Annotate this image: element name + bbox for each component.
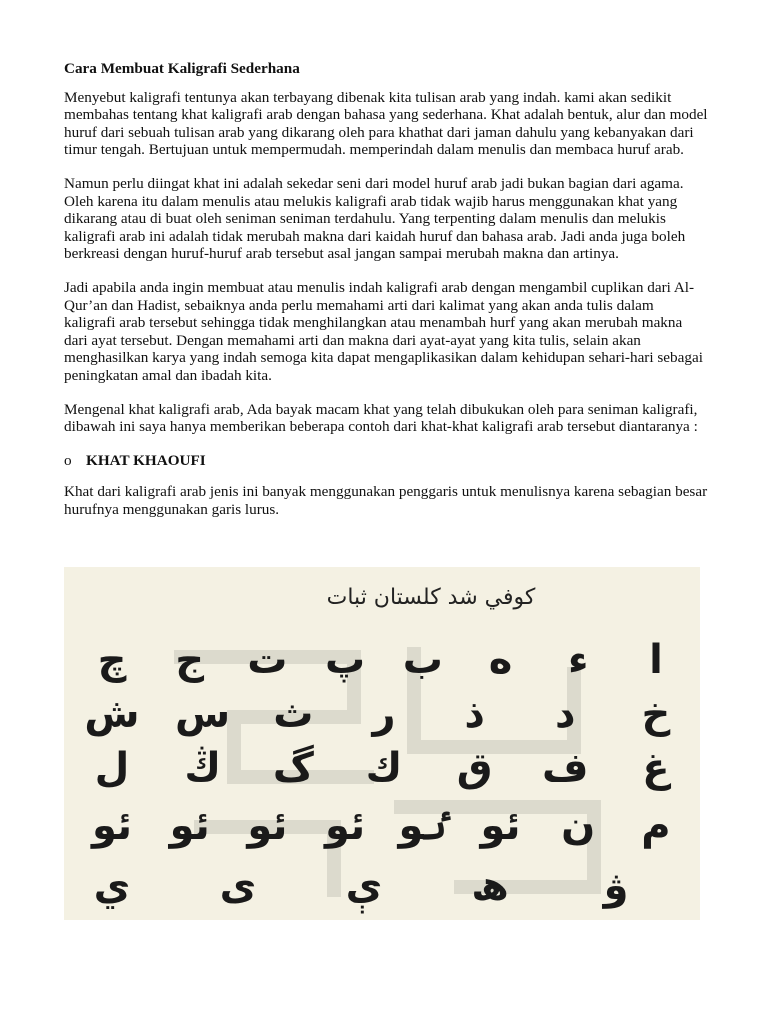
glyph-letter: ب bbox=[402, 637, 443, 683]
glyph-letter: ن bbox=[561, 803, 596, 849]
glyph-letter: ج bbox=[175, 637, 205, 683]
glyph-letter: د bbox=[555, 691, 576, 737]
glyph-letter: ا bbox=[649, 637, 663, 683]
glyph-letter: ئو bbox=[480, 803, 521, 849]
glyph-letter: ڭ bbox=[184, 745, 221, 791]
glyph-letter: ش bbox=[84, 691, 140, 737]
glyph-letter: ئو bbox=[325, 803, 366, 849]
glyph-letter: ٸو bbox=[398, 803, 448, 849]
glyph-letter: ر bbox=[372, 691, 396, 737]
glyph-row bbox=[84, 861, 644, 911]
glyph-letter: ق bbox=[456, 745, 493, 791]
glyph-row bbox=[84, 743, 684, 793]
document-body bbox=[64, 60, 708, 534]
glyph-letter: س bbox=[175, 691, 231, 737]
glyph-letter: ه bbox=[488, 637, 513, 683]
document-title: Cara Membuat Kaligrafi Sederhana bbox=[64, 60, 300, 77]
glyph-letter: ك bbox=[365, 745, 403, 791]
glyph-letter: ۋ bbox=[603, 863, 629, 909]
bullet-heading: KHAT KHAOUFI bbox=[86, 451, 206, 469]
glyph-letter: پ bbox=[325, 637, 366, 683]
glyph-letter: ف bbox=[542, 745, 589, 791]
paragraph-khat-description: Khat dari kaligrafi arab jenis ini banyak menggunakan penggaris untuk menulisnya karena sebagian besar hurufnya menggunakan garis lurus. bbox=[64, 483, 708, 518]
glyph-letter: ې bbox=[345, 863, 383, 909]
glyph-row bbox=[84, 635, 684, 685]
paragraph-2: Namun perlu diingat khat ini adalah sekedar seni dari model huruf arab jadi bukan bagian dari agama. Oleh karena itu dalam menulis atau melukis kaligrafi arab tidak wajib harus menggunakan khat yang dikarang atau di buat oleh seniman seniman terdahulu. Yang terpenting dalam menulis dan melukis kaligrafi arab ini adalah tidak merubah makna dari kaidah huruf dan bahasa arab. Jadi anda juga boleh berkreasi dengan huruf-huruf arab tersebut asal jangan sampai merubah makna dan artinya. bbox=[64, 174, 686, 263]
bullet-mark: o bbox=[64, 451, 72, 469]
glyph-letter: خ bbox=[641, 691, 671, 737]
figure-header-text: كوفي شد كلستان ثبات bbox=[326, 585, 536, 610]
glyph-letter: ھ bbox=[471, 863, 509, 909]
glyph-letter: ت bbox=[247, 637, 288, 683]
bullet-khat-khaoufi bbox=[64, 452, 708, 470]
glyph-letter: ذ bbox=[464, 691, 485, 737]
glyph-grid bbox=[84, 635, 684, 915]
glyph-letter: گ bbox=[272, 745, 314, 791]
glyph-letter: ي bbox=[93, 863, 131, 909]
glyph-letter: ل bbox=[94, 745, 130, 791]
glyph-letter: ى bbox=[219, 863, 257, 909]
glyph-letter: ء bbox=[567, 637, 589, 683]
glyph-letter: غ bbox=[642, 745, 670, 791]
glyph-letter: ئو bbox=[169, 803, 210, 849]
glyph-row bbox=[84, 801, 684, 851]
glyph-letter: ث bbox=[273, 691, 314, 737]
glyph-letter: ئو bbox=[247, 803, 288, 849]
glyph-letter: چ bbox=[97, 637, 127, 683]
khat-kufi-figure bbox=[64, 567, 700, 920]
glyph-row bbox=[84, 689, 684, 739]
paragraph-3: Jadi apabila anda ingin membuat atau menulis indah kaligrafi arab dengan mengambil cuplikan dari Al-Qur’an dan Hadist, sebaiknya anda perlu memahami arti dari kalimat yang akan anda tulis dalam kaligrafi arab tersebut sehingga tidak menghilangkan atau menambah hurf yang akan merubah makna dari ayat tersebut. Dengan memahami arti dan makna dari ayat-ayat yang kita tulis, selain akan menghasilkan karya yang indah semoga kita dapat mengaplikasikan dalam kehidupan sehari-hari sebagai peningkatan amal dan ibadah kita. bbox=[64, 278, 703, 384]
glyph-letter: ئو bbox=[91, 803, 133, 849]
paragraph-1: Menyebut kaligrafi tentunya akan terbayang dibenak kita tulisan arab yang indah. kami akan sedikit membahas tentang khat kaligrafi arab dengan bahasa yang sederhana. Khat adalah bentuk, alur dan model huruf dari sebuah tulisan arab yang dikarang oleh para khathat dari jaman dahulu yang kebanyakan dari timur tengah. Bertujuan untuk mempermudah. memperindah dalam menulis dan membaca huruf arab. bbox=[64, 88, 708, 159]
paragraph-4: Mengenal khat kaligrafi arab, Ada bayak macam khat yang telah dibukukan oleh para seniman kaligrafi, dibawah ini saya hanya memberikan beberapa contoh dari khat-khat kaligrafi arab tersebut diantaranya : bbox=[64, 400, 698, 436]
glyph-letter: م bbox=[641, 803, 671, 849]
